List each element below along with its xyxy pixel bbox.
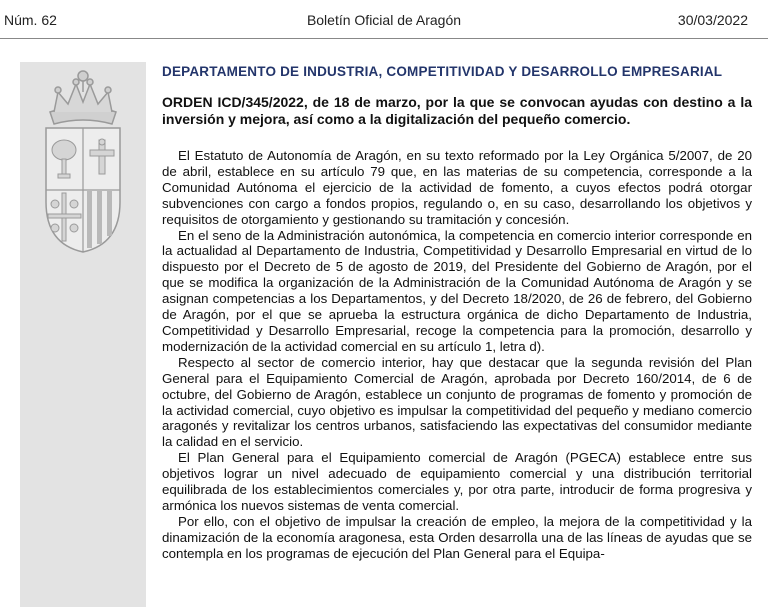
paragraph: El Estatuto de Autonomía de Aragón, en su texto reformado por la Ley Orgánica 5/2007, de 20 de abril, establece en su artículo 79 que, en las materias de su competencia, corresponde a la Comunidad Autónoma el ejercicio de la actividad de fomento, a cuyos efectos podrá otorgar subvenciones con cargo a fondos propios, regulando o, en su caso, desarrollando los objetivos y requisitos de otorgamiento y gestionando su tramitación y concesión. xyxy=(162,148,752,227)
aragon-coat-of-arms-icon xyxy=(20,62,146,262)
paragraph: En el seno de la Administración autonómica, la competencia en comercio interior corresponde en la actualidad al Departamento de Industria, Competitividad y Desarrollo Empresarial en virtud de lo dispuesto por el Decreto de 5 de agosto de 2019, del Presidente del Gobierno de Aragón, por el que se modifica la organización de la Administración de la Comunidad Autónoma de Aragón y se asignan competencias a los Departamentos, y del Decreto 18/2020, de 26 de febrero, del Gobierno de Aragón, por el que se aprueba la estructura orgánica de dicho Departamento de Industria, Competitividad y Desarrollo Empresarial, recoge la competencia para la promoción, desarrollo y modernización de la actividad comercial en su artículo 1, letra d). xyxy=(162,227,752,354)
issue-number: Núm. 62 xyxy=(4,12,57,28)
header-rule xyxy=(0,38,768,39)
paragraph: Por ello, con el objetivo de impulsar la creación de empleo, la mejora de la competitividad y la dinamización de la economía aragonesa, esta Orden desarrolla una de las líneas de ayudas que se contempla en los programas de ejecución del Plan General para el Equipa- xyxy=(162,513,752,561)
paragraph: El Plan General para el Equipamiento comercial de Aragón (PGECA) establece entre sus objetivos lograr un nivel adecuado de equipamiento comercial y una distribución territorial equilibrada de los establecimientos comerciales y, por otra parte, introducir de forma progresiva y armónica los nuevos sistemas de venta comercial. xyxy=(162,450,752,513)
bulletin-title: Boletín Oficial de Aragón xyxy=(306,12,462,28)
page-header xyxy=(0,0,768,40)
crest-panel xyxy=(20,62,146,607)
document-body xyxy=(162,64,752,562)
order-title: ORDEN ICD/345/2022, de 18 de marzo, por la que se convocan ayudas con destino a la inversión y mejora, así como a la digitalización del pequeño comercio. xyxy=(162,94,752,127)
paragraph: Respecto al sector de comercio interior, hay que destacar que la segunda revisión del Plan General para el Equipamiento Comercial de Aragón, aprobada por Decreto 160/2014, de 6 de octubre, del Gobierno de Aragón, establece un conjunto de programas de fomento y promoción de la actividad comercial, cuyo objetivo es impulsar la competitividad del pequeño y mediano comercio aragonés y revitalizar los centros urbanos, satisfaciendo las expectativas del consumidor mediante la calidad en el servicio. xyxy=(162,354,752,450)
issue-date: 30/03/2022 xyxy=(677,12,748,28)
department-heading: DEPARTAMENTO DE INDUSTRIA, COMPETITIVIDAD Y DESARROLLO EMPRESARIAL xyxy=(162,64,723,79)
